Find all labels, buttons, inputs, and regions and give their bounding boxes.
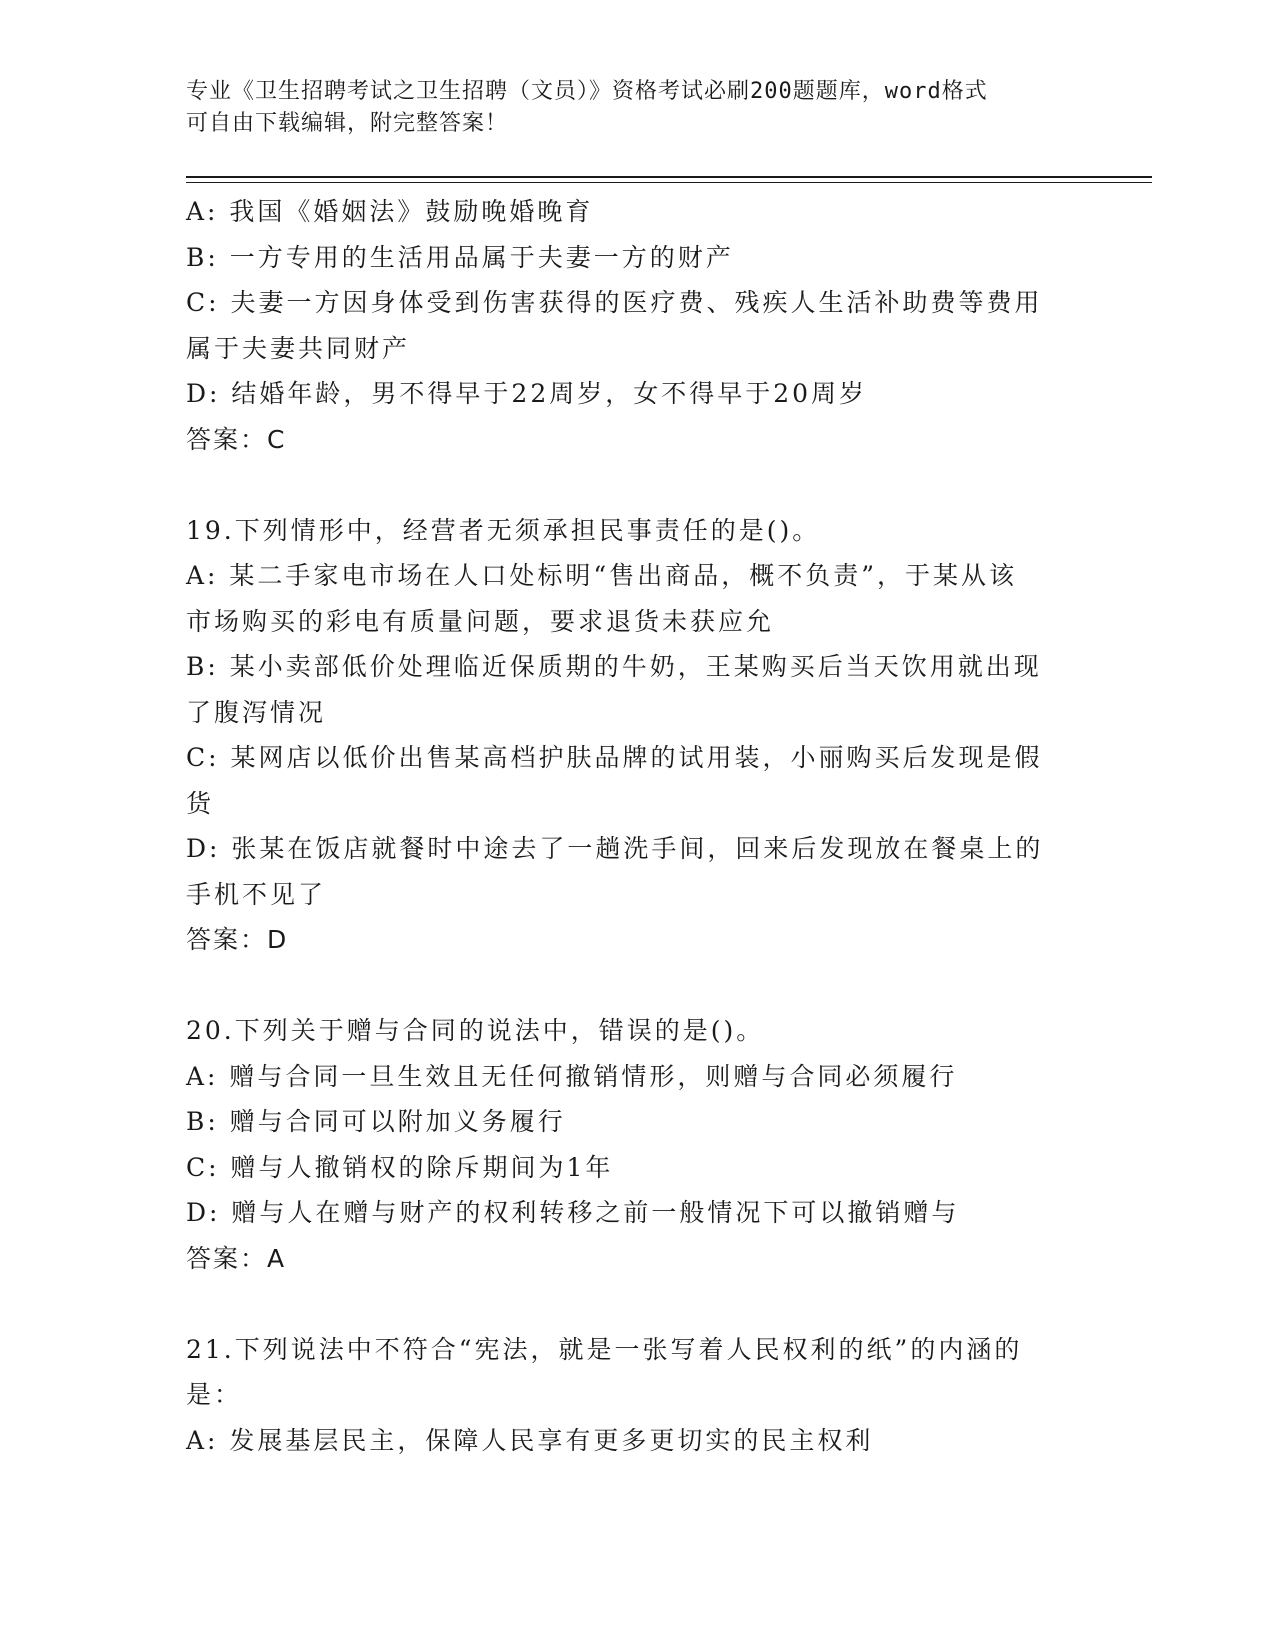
option-text: D: 张某在饭店就餐时中途去了一趟洗手间，回来后发现放在餐桌上的 [186, 834, 1044, 863]
option-text: B: 某小卖部低价处理临近保质期的牛奶，王某购买后当天饮用就出现 [186, 652, 1042, 681]
question-stem: 19.下列情形中，经营者无须承担民事责任的是()。 [186, 515, 821, 545]
option-text: B: 赠与合同可以附加义务履行 [186, 1107, 566, 1136]
question-block [186, 508, 1066, 963]
option-text: 市场购买的彩电有质量问题，要求退货未获应允 [186, 606, 775, 636]
option-text: D: 赠与人在赠与财产的权利转移之前一般情况下可以撤销赠与 [186, 1198, 960, 1227]
answer-option [186, 189, 1066, 235]
question-stem: 是： [186, 1380, 243, 1409]
question-spacer [186, 462, 1066, 508]
question-block [186, 189, 1066, 462]
answer-option [186, 235, 1066, 281]
option-text: 货 [186, 788, 215, 818]
option-text: D: 结婚年龄，男不得早于22周岁，女不得早于20周岁 [186, 379, 868, 408]
option-text: 了腹泻情况 [186, 697, 327, 727]
header-divider [186, 176, 1152, 178]
answer-option [186, 735, 1066, 826]
question-spacer [186, 1281, 1066, 1327]
question-spacer [186, 963, 1066, 1009]
answer-option [186, 1190, 1066, 1236]
answer-option [186, 371, 1066, 417]
answer-option [186, 1418, 1066, 1464]
answer-key: 答案：A [186, 1243, 287, 1273]
answer-key: 答案：D [186, 925, 289, 954]
question-stem: 21.下列说法中不符合“宪法，就是一张写着人民权利的纸”的内涵的 [186, 1334, 1023, 1364]
header-divider-thin [186, 182, 1152, 183]
option-text: 属于夫妻共同财产 [186, 333, 411, 363]
option-text: C: 某网店以低价出售某高档护肤品牌的试用装，小丽购买后发现是假 [186, 743, 1043, 772]
option-text: C: 夫妻一方因身体受到伤害获得的医疗费、残疾人生活补助费等费用 [186, 288, 1043, 317]
question-stem: 20.下列关于赠与合同的说法中，错误的是()。 [186, 1016, 765, 1045]
document-header [186, 76, 1066, 140]
answer-option [186, 644, 1066, 735]
option-text: A: 某二手家电市场在人口处标明“售出商品，概不负责”，于某从该 [186, 561, 1017, 590]
option-text: A: 我国《婚姻法》鼓励晚婚晚育 [186, 197, 594, 226]
question-list [186, 189, 1066, 1463]
header-line-2: 可自由下载编辑，附完整答案！ [186, 111, 509, 136]
header-line-1: 专业《卫生招聘考试之卫生招聘（文员）》资格考试必刷200题题库，word格式 [186, 79, 988, 104]
option-text: A: 发展基层民主，保障人民享有更多更切实的民主权利 [186, 1425, 874, 1455]
answer-option [186, 826, 1066, 917]
question-block [186, 1327, 1066, 1464]
option-text: 手机不见了 [186, 879, 327, 909]
option-text: C: 赠与人撤销权的除斥期间为1年 [186, 1152, 614, 1182]
answer-option [186, 280, 1066, 371]
answer-option [186, 553, 1066, 644]
option-text: B: 一方专用的生活用品属于夫妻一方的财产 [186, 242, 734, 272]
option-text: A: 赠与合同一旦生效且无任何撤销情形，则赠与合同必须履行 [186, 1061, 958, 1091]
answer-option [186, 1099, 1066, 1145]
answer-option [186, 1054, 1066, 1100]
answer-key: 答案：C [186, 424, 287, 454]
answer-option [186, 1145, 1066, 1191]
question-block [186, 1008, 1066, 1281]
